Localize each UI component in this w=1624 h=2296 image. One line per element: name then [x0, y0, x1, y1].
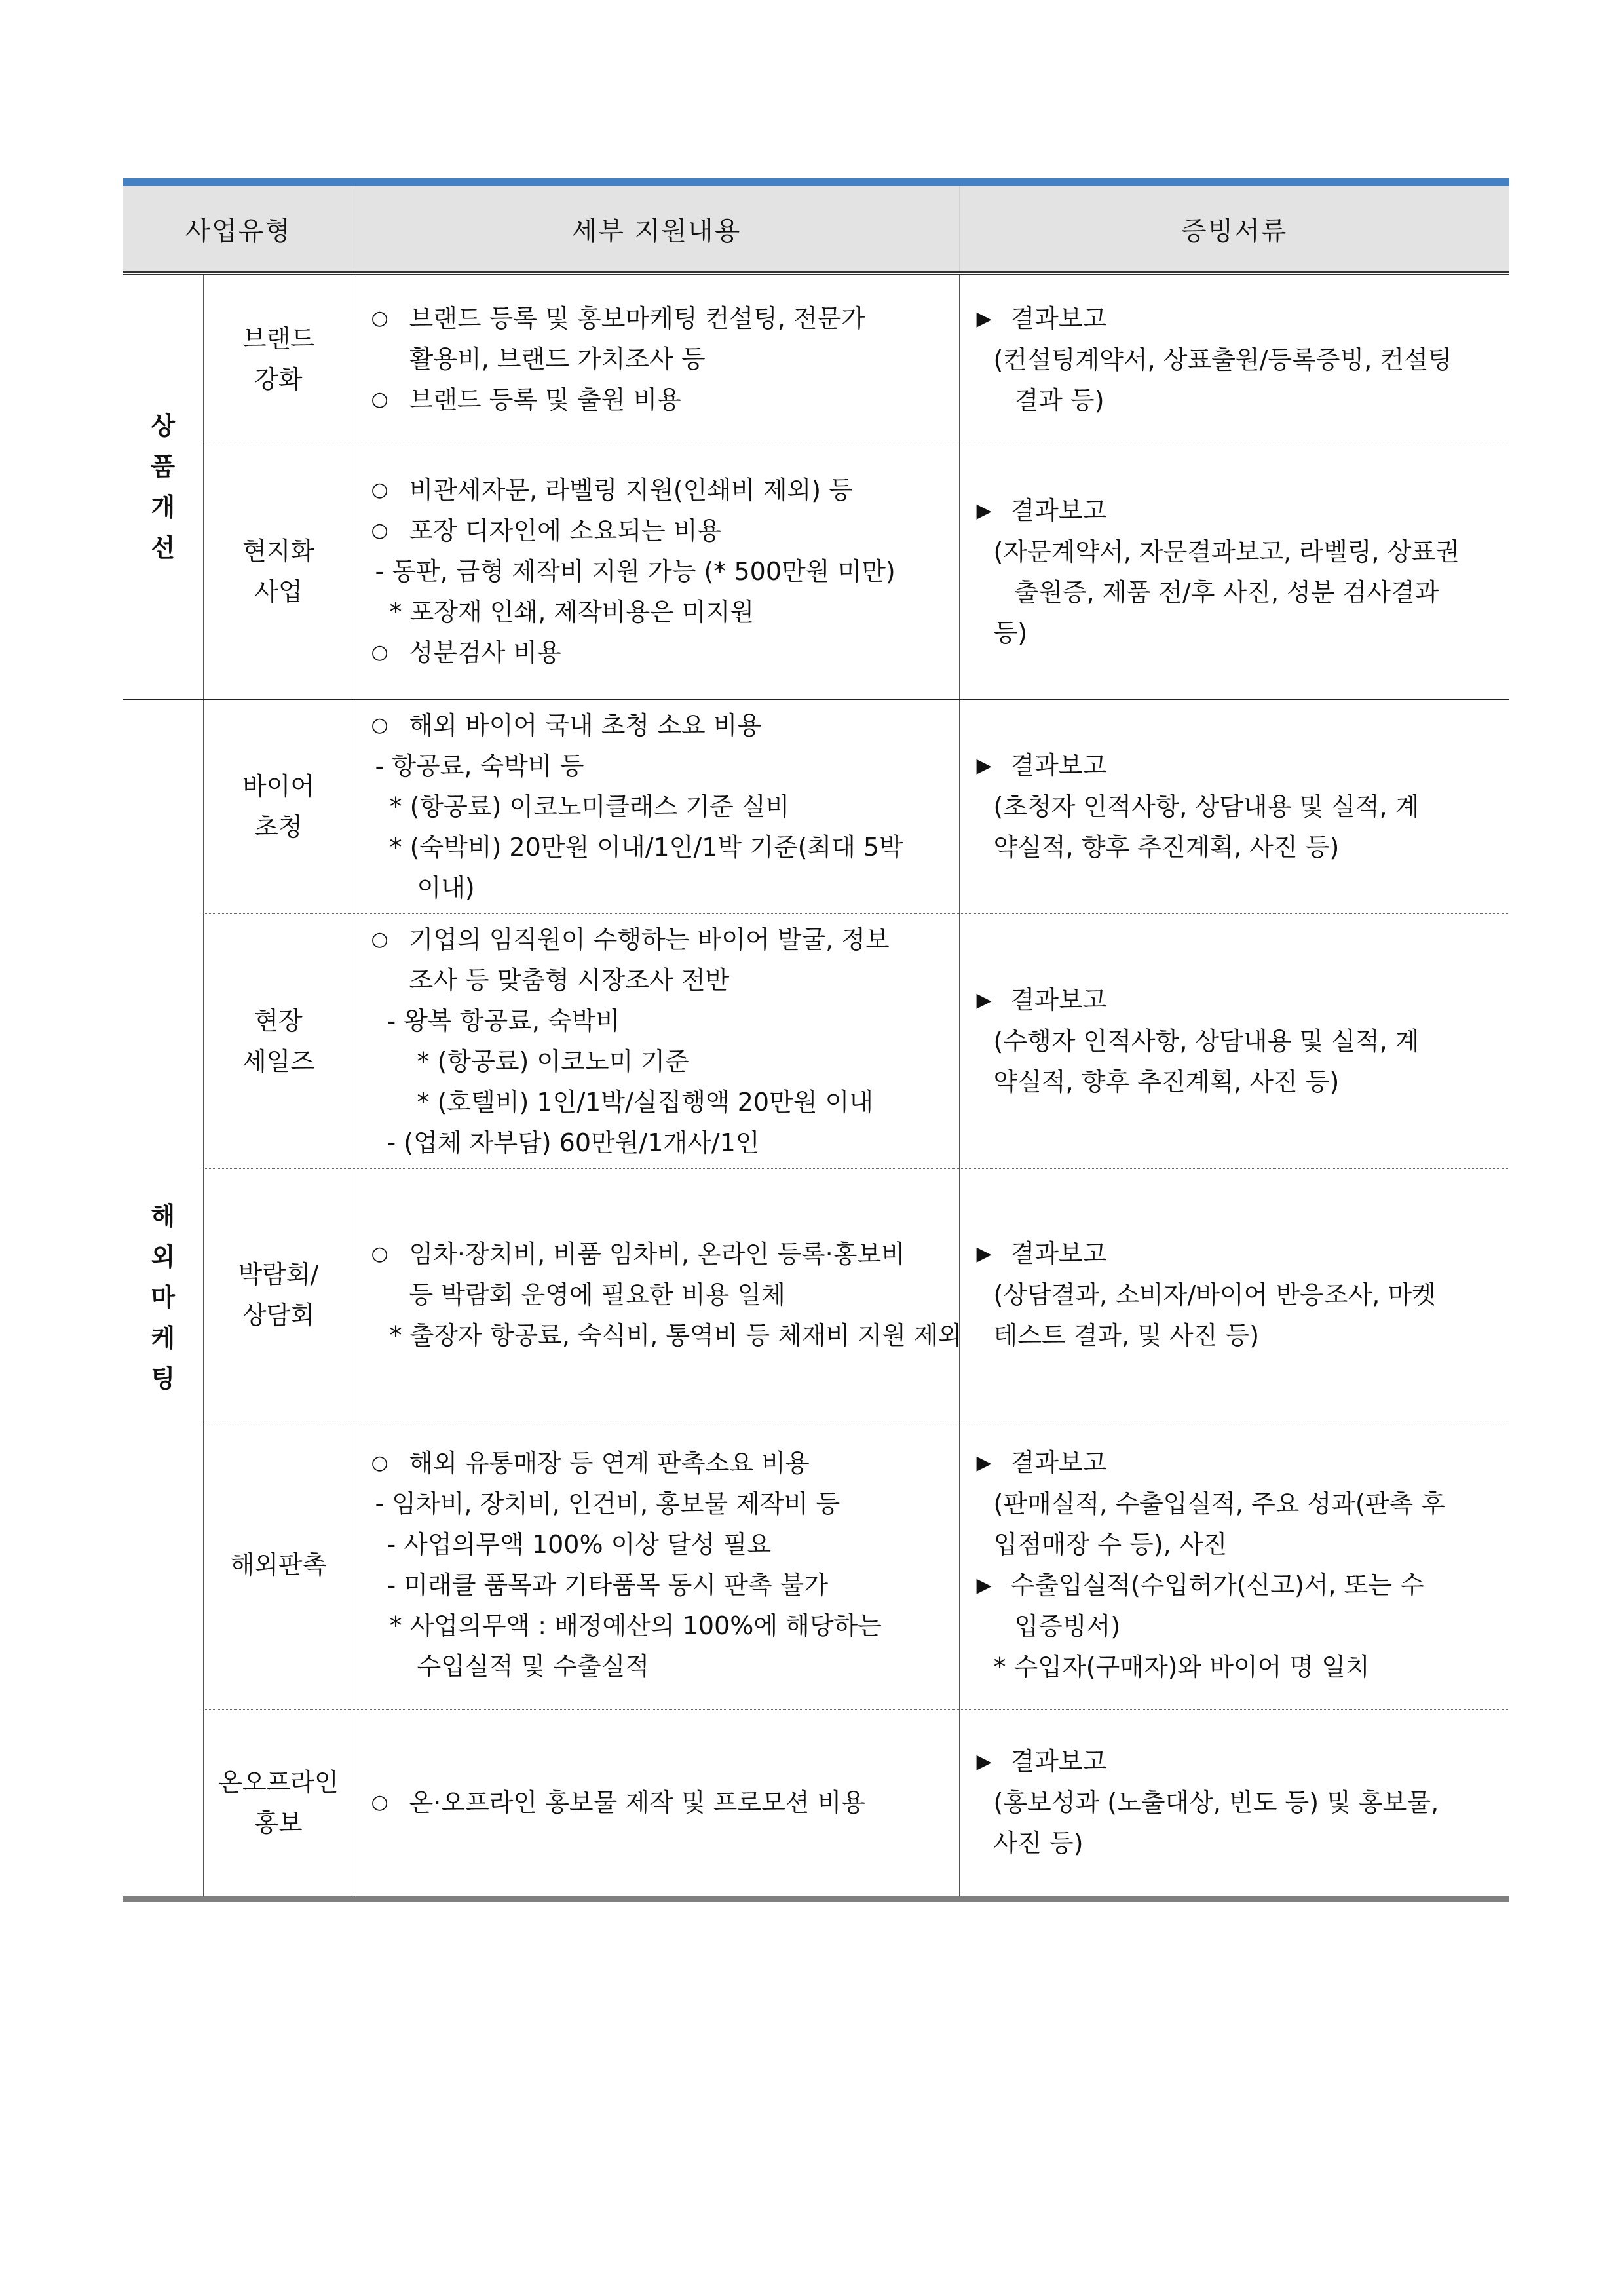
- circle-bullet-icon: ○: [371, 307, 388, 330]
- support-detail-cell: [354, 444, 959, 699]
- detail-line: [371, 1483, 947, 1524]
- triangle-bullet-icon: ▶: [976, 307, 992, 330]
- evidence-line: [977, 786, 1498, 827]
- detail-text: 브랜드 등록 및 출원 비용: [409, 385, 681, 415]
- detail-line: [371, 379, 947, 420]
- circle-bullet-icon: ○: [371, 1790, 388, 1814]
- evidence-text: 수출입실적(수입허가(신고)서, 또는 수: [1010, 1571, 1424, 1599]
- detail-line: [371, 510, 947, 551]
- table-row: [123, 444, 1509, 699]
- evidence-line: [977, 745, 1498, 786]
- detail-text: 브랜드 등록 및 홍보마케팅 컨설팅, 전문가: [409, 304, 866, 334]
- evidence-text: (홍보성과 (노출대상, 빈도 등) 및 홍보물,: [993, 1788, 1439, 1818]
- detail-text: * (숙박비) 20만원 이내/1인/1박 기준(최대 5박: [389, 832, 903, 862]
- detail-line: [371, 551, 947, 592]
- detail-line: [371, 827, 947, 868]
- business-subtype: [203, 699, 354, 913]
- evidence-line: [977, 531, 1498, 572]
- evidence-text: 결과보고: [1010, 1239, 1107, 1268]
- triangle-bullet-icon: ▶: [976, 1750, 992, 1774]
- detail-text: - 왕복 항공료, 숙박비: [387, 1006, 620, 1035]
- evidence-line: [977, 613, 1498, 653]
- evidence-line: [977, 490, 1498, 531]
- detail-text: - (업체 자부담) 60만원/1개사/1인: [387, 1128, 760, 1157]
- table-row: [123, 699, 1509, 913]
- evidence-line: [977, 1062, 1498, 1102]
- detail-line: [371, 1001, 947, 1041]
- detail-line: [371, 746, 947, 786]
- detail-text: 임차·장치비, 비품 임차비, 온라인 등록·홍보비: [409, 1239, 905, 1269]
- detail-line: [371, 1605, 947, 1646]
- evidence-text: 등): [993, 618, 1028, 647]
- table-row: [123, 1421, 1509, 1709]
- evidence-text: (자문계약서, 자문결과보고, 라벨링, 상표권: [993, 537, 1460, 566]
- evidence-text: 결과보고: [1010, 985, 1107, 1014]
- subtype-line: 강화: [254, 365, 303, 394]
- evidence-line: [977, 1782, 1498, 1823]
- detail-line: [371, 1782, 947, 1823]
- evidence-line: [977, 572, 1498, 613]
- evidence-text: 테스트 결과, 및 사진 등): [993, 1321, 1260, 1350]
- category-char: 선: [151, 533, 176, 563]
- detail-text: 등 박람회 운영에 필요한 비용 일체: [409, 1280, 785, 1309]
- subtype-line: 홍보: [254, 1808, 303, 1837]
- evidence-cell: [959, 1168, 1509, 1421]
- evidence-cell: [959, 699, 1509, 913]
- detail-text: 활용비, 브랜드 가치조사 등: [409, 345, 706, 374]
- category-char: 외: [151, 1242, 176, 1272]
- circle-bullet-icon: ○: [371, 641, 388, 664]
- business-subtype: [203, 913, 354, 1168]
- evidence-text: 입증빙서): [1014, 1612, 1121, 1641]
- evidence-text: 결과보고: [1010, 1448, 1107, 1477]
- detail-text: 기업의 임직원이 수행하는 바이어 발굴, 정보: [409, 925, 890, 954]
- evidence-text: * 수입자(구매자)와 바이어 명 일치: [993, 1653, 1370, 1681]
- detail-line: [371, 960, 947, 1001]
- triangle-bullet-icon: ▶: [976, 754, 992, 777]
- evidence-text: (판매실적, 수출입실적, 주요 성과(판촉 후: [993, 1489, 1445, 1518]
- circle-bullet-icon: ○: [371, 1451, 388, 1474]
- category-label: [123, 273, 203, 699]
- evidence-line: [977, 1021, 1498, 1062]
- subtype-line: 박람회/: [238, 1259, 319, 1289]
- subtype-line: 브랜드: [242, 324, 315, 354]
- evidence-cell: [959, 444, 1509, 699]
- support-content-table: [123, 178, 1509, 1902]
- detail-text: - 항공료, 숙박비 등: [375, 751, 584, 780]
- business-subtype: [203, 273, 354, 444]
- evidence-cell: [959, 1421, 1509, 1709]
- evidence-text: 약실적, 향후 추진계획, 사진 등): [993, 833, 1340, 862]
- evidence-text: (수행자 인적사항, 상담내용 및 실적, 계: [993, 1027, 1420, 1056]
- detail-text: 수입실적 및 수출실적: [417, 1652, 650, 1681]
- support-detail-cell: [354, 913, 959, 1168]
- detail-line: [371, 1565, 947, 1605]
- evidence-text: 결과 등): [1014, 385, 1105, 415]
- detail-text: * 포장재 인쇄, 제작비용은 미지원: [389, 598, 755, 626]
- header-business-type: 사업유형: [123, 182, 354, 273]
- circle-bullet-icon: ○: [371, 1242, 388, 1265]
- evidence-cell: [959, 273, 1509, 444]
- business-subtype: [203, 1168, 354, 1421]
- detail-text: * (항공료) 이코노미클래스 기준 실비: [389, 792, 790, 821]
- table-header-row: [123, 182, 1509, 273]
- evidence-text: 결과보고: [1010, 751, 1107, 780]
- triangle-bullet-icon: ▶: [976, 1574, 992, 1597]
- detail-line: [371, 592, 947, 632]
- evidence-line: [977, 1274, 1498, 1315]
- detail-line: [371, 1082, 947, 1122]
- detail-line: [371, 868, 947, 908]
- support-detail-cell: [354, 273, 959, 444]
- evidence-text: 결과보고: [1010, 303, 1107, 333]
- detail-line: [371, 1646, 947, 1687]
- detail-text: - 사업의무액 100% 이상 달성 필요: [387, 1530, 772, 1559]
- category-char: 품: [151, 451, 176, 482]
- detail-text: * 사업의무액 : 배정예산의 100%에 해당하는: [389, 1611, 882, 1640]
- evidence-text: 결과보고: [1010, 1747, 1107, 1776]
- subtype-line: 사업: [254, 577, 303, 606]
- detail-text: * 출장자 항공료, 숙식비, 통역비 등 체재비 지원 제외: [389, 1320, 962, 1350]
- triangle-bullet-icon: ▶: [976, 1242, 992, 1265]
- evidence-cell: [959, 913, 1509, 1168]
- evidence-line: [977, 1647, 1498, 1687]
- support-detail-cell: [354, 699, 959, 913]
- table-row: [123, 273, 1509, 444]
- triangle-bullet-icon: ▶: [976, 499, 992, 522]
- subtype-line: 현장: [254, 1006, 303, 1035]
- support-detail-cell: [354, 1421, 959, 1709]
- evidence-line: [977, 1524, 1498, 1565]
- evidence-text: 입점매장 수 등), 사진: [993, 1530, 1228, 1559]
- detail-text: * (호텔비) 1인/1박/실집행액 20만원 이내: [417, 1087, 873, 1117]
- evidence-text: 결과보고: [1010, 495, 1107, 525]
- business-subtype: [203, 1709, 354, 1899]
- detail-line: [371, 1274, 947, 1315]
- detail-line: [371, 1524, 947, 1565]
- detail-text: * (항공료) 이코노미 기준: [417, 1046, 689, 1076]
- detail-line: [371, 339, 947, 379]
- evidence-line: [977, 980, 1498, 1021]
- business-subtype: [203, 444, 354, 699]
- evidence-text: (컨설팅계약서, 상표출원/등록증빙, 컨설팅: [993, 345, 1452, 374]
- subtype-line: 현지화: [242, 537, 315, 565]
- detail-text: - 동판, 금형 제작비 지원 가능 (* 500만원 미만): [375, 557, 896, 586]
- evidence-line: [977, 1741, 1498, 1782]
- circle-bullet-icon: ○: [371, 713, 388, 737]
- table-row: [123, 913, 1509, 1168]
- detail-line: [371, 470, 947, 510]
- evidence-line: [977, 339, 1498, 380]
- evidence-cell: [959, 1709, 1509, 1899]
- subtype-line: 초청: [254, 812, 303, 841]
- evidence-text: 사진 등): [993, 1829, 1084, 1858]
- category-char: 케: [151, 1323, 176, 1353]
- evidence-text: 약실적, 향후 추진계획, 사진 등): [993, 1067, 1340, 1096]
- circle-bullet-icon: ○: [371, 927, 388, 951]
- evidence-line: [977, 1442, 1498, 1483]
- subtype-line: 상담회: [242, 1300, 315, 1330]
- header-support-details: 세부 지원내용: [354, 182, 959, 273]
- table-row: [123, 1709, 1509, 1899]
- detail-text: - 미래클 품목과 기타품목 동시 판촉 불가: [387, 1571, 829, 1599]
- evidence-line: [977, 1315, 1498, 1356]
- detail-line: [371, 1122, 947, 1163]
- category-char: 해: [151, 1201, 176, 1231]
- evidence-text: 출원증, 제품 전/후 사진, 성분 검사결과: [1014, 577, 1439, 607]
- detail-line: [371, 1234, 947, 1274]
- evidence-text: (초청자 인적사항, 상담내용 및 실적, 계: [993, 792, 1420, 821]
- detail-line: [371, 632, 947, 673]
- evidence-line: [977, 1606, 1498, 1647]
- subtype-line: 바이어: [242, 771, 315, 801]
- evidence-line: [977, 380, 1498, 421]
- category-char: 팅: [151, 1364, 176, 1394]
- table-row: [123, 1168, 1509, 1421]
- evidence-line: [977, 298, 1498, 339]
- subtype-line: 해외판촉: [230, 1550, 327, 1579]
- evidence-line: [977, 1483, 1498, 1524]
- detail-line: [371, 1315, 962, 1356]
- category-char: 개: [151, 492, 176, 522]
- support-detail-cell: [354, 1168, 962, 1421]
- evidence-text: (상담결과, 소비자/바이어 반응조사, 마켓: [993, 1280, 1436, 1309]
- header-evidence-documents: 증빙서류: [959, 182, 1509, 273]
- triangle-bullet-icon: ▶: [976, 989, 992, 1012]
- detail-text: 해외 바이어 국내 초청 소요 비용: [409, 710, 762, 740]
- circle-bullet-icon: ○: [371, 388, 388, 411]
- circle-bullet-icon: ○: [371, 478, 388, 501]
- detail-text: - 임차비, 장치비, 인건비, 홍보물 제작비 등: [375, 1489, 840, 1518]
- detail-text: 포장 디자인에 소요되는 비용: [409, 516, 722, 545]
- evidence-line: [977, 827, 1498, 868]
- business-subtype: [203, 1421, 354, 1709]
- category-char: 마: [151, 1282, 176, 1312]
- detail-line: [371, 298, 947, 339]
- support-detail-cell: [354, 1709, 959, 1899]
- category-char: 상: [151, 411, 176, 441]
- evidence-line: [977, 1233, 1498, 1274]
- detail-line: [371, 919, 947, 960]
- detail-text: 비관세자문, 라벨링 지원(인쇄비 제외) 등: [409, 476, 853, 505]
- detail-line: [371, 1443, 947, 1483]
- detail-line: [371, 705, 947, 746]
- detail-text: 조사 등 맞춤형 시장조사 전반: [409, 965, 730, 995]
- detail-line: [371, 786, 947, 827]
- detail-text: 온·오프라인 홍보물 제작 및 프로모션 비용: [409, 1788, 866, 1817]
- detail-text: 성분검사 비용: [409, 638, 561, 667]
- evidence-line: [977, 1565, 1498, 1606]
- detail-text: 이내): [417, 873, 475, 902]
- detail-line: [371, 1041, 947, 1082]
- category-label: [123, 699, 203, 1899]
- triangle-bullet-icon: ▶: [976, 1451, 992, 1474]
- detail-text: 해외 유통매장 등 연계 판촉소요 비용: [409, 1449, 810, 1478]
- circle-bullet-icon: ○: [371, 519, 388, 542]
- subtype-line: 온오프라인: [218, 1767, 339, 1797]
- subtype-line: 세일즈: [242, 1046, 315, 1076]
- evidence-line: [977, 1823, 1498, 1864]
